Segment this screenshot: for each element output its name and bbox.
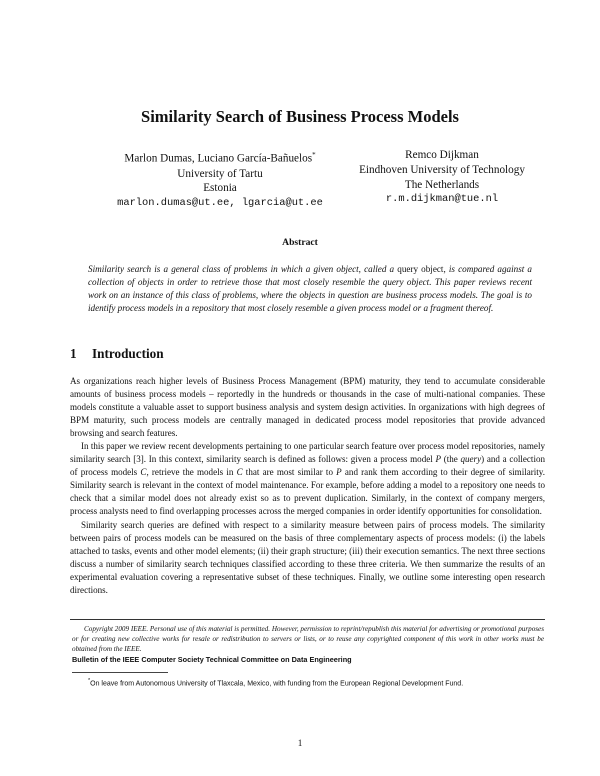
- footnote: *On leave from Autonomous University of Tlaxcala, Mexico, with funding from the European Regional Development Fund.: [88, 678, 464, 688]
- section-heading: [70, 346, 164, 362]
- author-column-right: [348, 148, 536, 207]
- section-number: 1: [70, 346, 77, 361]
- section-title: Introduction: [92, 346, 164, 361]
- author-country: The Netherlands: [404, 178, 480, 191]
- math-var: P: [336, 467, 342, 478]
- footnote-mark: *: [88, 678, 91, 684]
- math-var: C: [236, 467, 243, 478]
- math-var: C: [140, 467, 147, 478]
- paragraph: Similarity search queries are defined with respect to a similarity measure between pairs of process models. The similarity between pairs of process models can be measured on the basis of three complementary aspects of process models: (i) the labels attached to tasks, events and other model elements; (ii) their graph structure; (iii) their execution semantics. The next three sections discuss a number of similarity search techniques classified according to these three criteria. We then summarize the results of an experimental evaluation covering a representative subset of these techniques. Finally, we outline some interesting open research directions.: [70, 519, 545, 595]
- body-text: [70, 375, 545, 597]
- author-names: Marlon Dumas, Luciano García-Bañuelos*: [124, 151, 316, 165]
- author-block: [96, 148, 536, 208]
- author-country: Estonia: [203, 182, 237, 195]
- abstract-text: Similarity search is a general class of problems in which a given object, called a query object, is compared against a collection of objects in order to retrieve those that most closely resemble the query object. This paper reviews recent work on an instance of this class of problems, where the objects in question are business process models. The goal is to identify process models in a repository that most closely resemble a given process model or a fragment thereof.: [88, 264, 532, 314]
- paragraph: In this paper we review recent developments pertaining to one particular search feature over process model repositories, namely similarity search [3]. In this context, similarity search is defined as follows: given a process model P (the query) and a collection of process models C, retrieve the models in C that are most similar to P and rank them according to their degree of similarity. Similarity search is relevant in the context of model maintenance. For example, before adding a model to a repository one needs to check that a similar model does not already exist so as to prevent duplication. Similarly, in the context of company mergers, process analysts need to find overlapping processes across the merged companies in order identify opportunities for consolidation.: [70, 441, 546, 517]
- math-var: P: [435, 454, 441, 465]
- footer-divider: [70, 619, 545, 620]
- query-object-term: query object: [397, 264, 444, 274]
- page-number: 1: [297, 738, 303, 748]
- copyright-notice: Copyright 2009 IEEE. Personal use of this material is permitted. However, permission to reprint/republish this material for advertising or promotional purposes or for creating new collective works for resale or redistribution to servers or lists, or to reuse any copyrighted component of this work in other works must be obtained from the IEEE.: [72, 625, 544, 653]
- author-affiliation: University of Tartu: [177, 167, 263, 180]
- footnote-divider: [72, 672, 168, 673]
- author-email: r.m.dijkman@tue.nl: [385, 193, 499, 206]
- query-term: query: [460, 454, 482, 465]
- paragraph: As organizations reach higher levels of Business Process Management (BPM) maturity, they tend to accumulate considerable amounts of business process models – reportedly in the hundreds or thousands in the case of multi-national companies. These models constitute a valuable asset to support business analysis and system design activities. In organizations with high degrees of BPM maturity, such process models are centrally managed in dedicated process model repositories that provide advanced browsing and search features.: [70, 376, 545, 439]
- abstract-heading: Abstract: [282, 237, 318, 248]
- footnote-mark: *: [312, 151, 316, 159]
- author-names: Remco Dijkman: [405, 149, 479, 161]
- author-affiliation: Eindhoven University of Technology: [359, 163, 525, 176]
- author-column-left: [96, 148, 344, 211]
- paper-title: Similarity Search of Business Process Models: [141, 107, 459, 126]
- bulletin-line: Bulletin of the IEEE Computer Society Technical Committee on Data Engineering: [72, 655, 352, 664]
- author-email: marlon.dumas@ut.ee, lgarcia@ut.ee: [117, 197, 323, 210]
